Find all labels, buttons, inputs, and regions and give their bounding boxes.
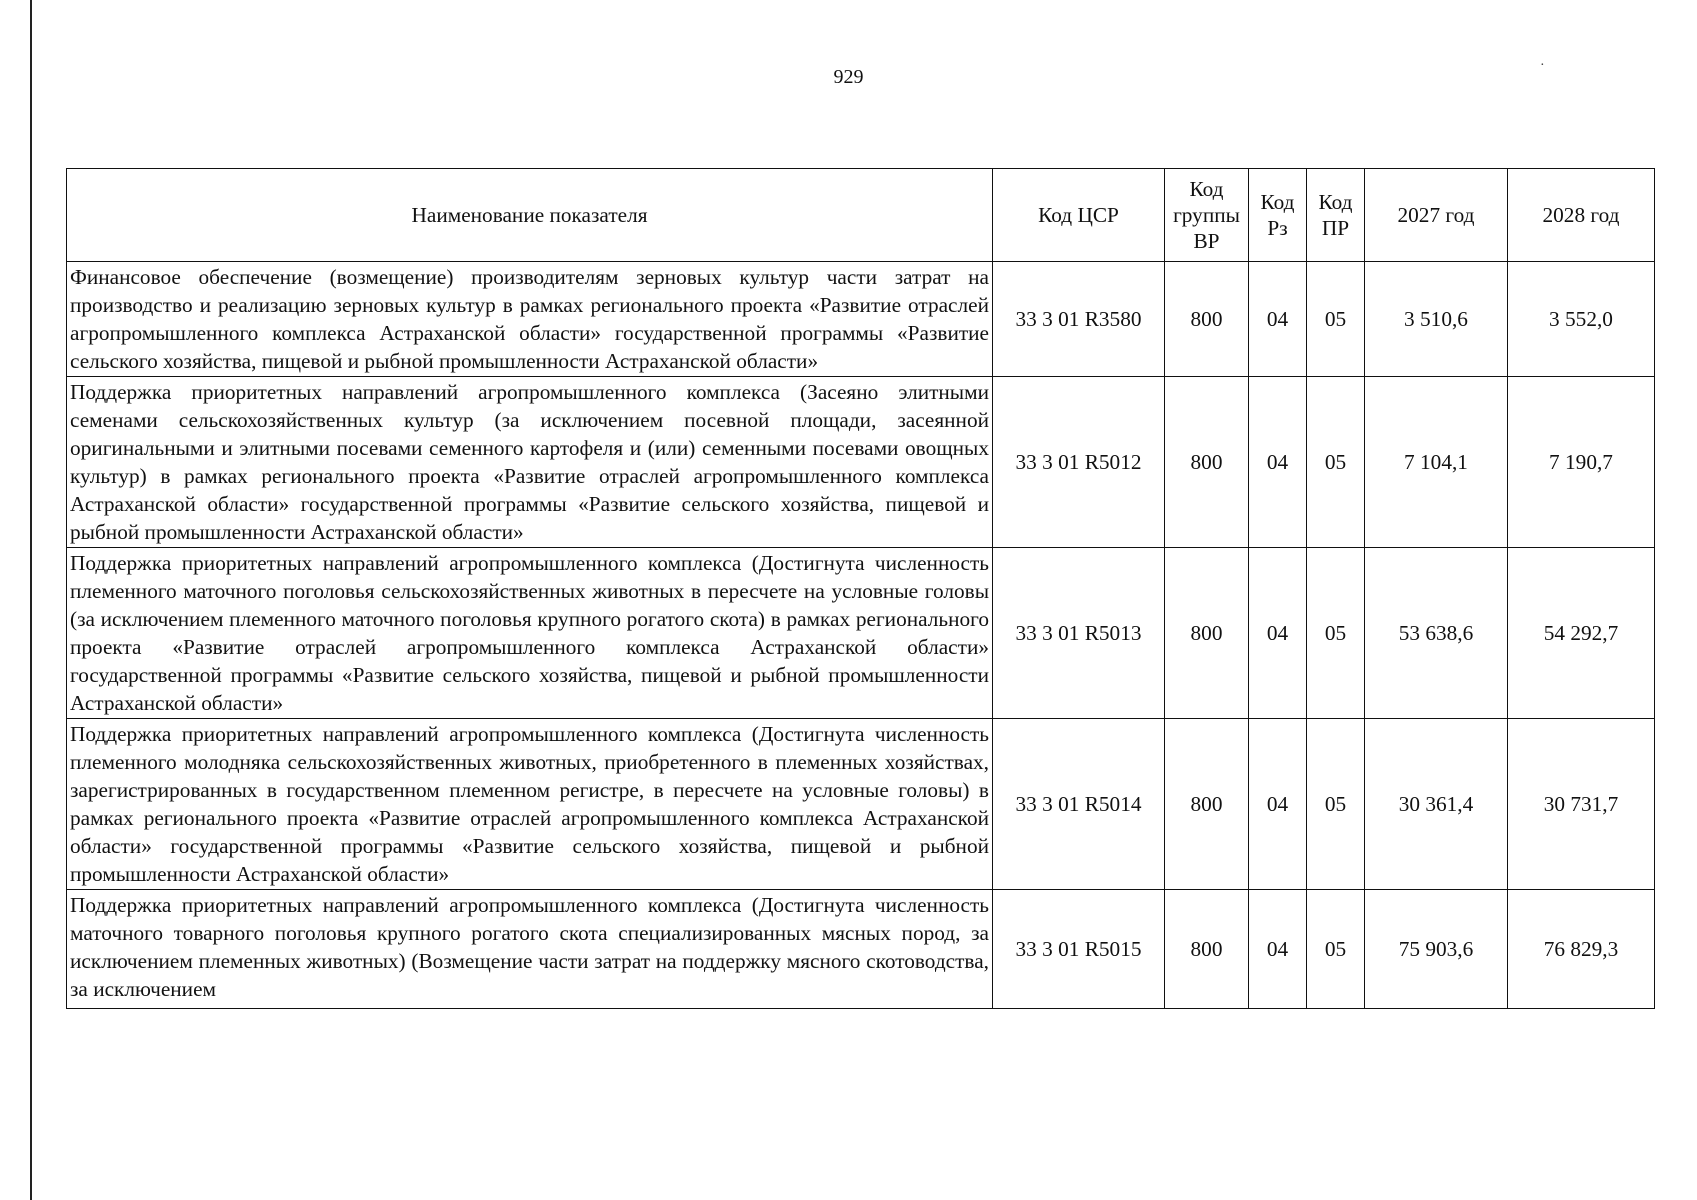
cell-name: Поддержка приоритетных направлений агропромышленного комплекса (Засеяно элитными семенами сельскохозяйственных культур (за исключением посевной площади, засеянной оригинальными и элитными посевами семенного картофеля и (или) семенными посевами овощных культур) в рамках регионального проекта «Развитие отраслей агропромышленного комплекса Астраханской области» государственной программы «Развитие сельского хозяйства, пищевой и рыбной промышленности Астраханской области» (67, 377, 993, 548)
table-row (67, 719, 1655, 890)
cell-csr: 33 3 01 R5015 (993, 890, 1165, 1009)
cell-rz: 04 (1249, 548, 1307, 719)
cell-vr: 800 (1165, 377, 1249, 548)
cell-csr: 33 3 01 R5014 (993, 719, 1165, 890)
cell-rz: 04 (1249, 262, 1307, 377)
cell-name: Поддержка приоритетных направлений агропромышленного комплекса (Достигнута численность маточного товарного поголовья крупного рогатого скота специализированных мясных пород, за исключением племенных животных) (Возмещение части затрат на поддержку мясного скотоводства, за исключением (67, 890, 993, 1009)
cell-pr: 05 (1307, 262, 1365, 377)
cell-rz: 04 (1249, 890, 1307, 1009)
table-row (67, 890, 1655, 1009)
table-row (67, 548, 1655, 719)
cell-vr: 800 (1165, 890, 1249, 1009)
header-2028: 2028 год (1508, 169, 1655, 262)
cell-name: Поддержка приоритетных направлений агропромышленного комплекса (Достигнута численность племенного маточного поголовья сельскохозяйственных животных в пересчете на условные головы (за исключением племенного маточного поголовья крупного рогатого скота) в рамках регионального проекта «Развитие отраслей агропромышленного комплекса Астраханской области» государственной программы «Развитие сельского хозяйства, пищевой и рыбной промышленности Астраханской области» (67, 548, 993, 719)
header-vr: Код группы ВР (1165, 169, 1249, 262)
budget-table (66, 168, 1655, 1009)
cell-2027: 3 510,6 (1365, 262, 1508, 377)
cell-csr: 33 3 01 R5013 (993, 548, 1165, 719)
cell-pr: 05 (1307, 719, 1365, 890)
header-rz: Код Рз (1249, 169, 1307, 262)
cell-2028: 54 292,7 (1508, 548, 1655, 719)
cell-vr: 800 (1165, 262, 1249, 377)
cell-2028: 3 552,0 (1508, 262, 1655, 377)
header-row (67, 169, 1655, 262)
cell-2027: 7 104,1 (1365, 377, 1508, 548)
cell-2027: 30 361,4 (1365, 719, 1508, 890)
scan-speck: · (1540, 58, 1545, 73)
cell-rz: 04 (1249, 377, 1307, 548)
cell-2028: 76 829,3 (1508, 890, 1655, 1009)
header-pr: Код ПР (1307, 169, 1365, 262)
cell-2028: 7 190,7 (1508, 377, 1655, 548)
cell-vr: 800 (1165, 719, 1249, 890)
cell-pr: 05 (1307, 548, 1365, 719)
cell-pr: 05 (1307, 377, 1365, 548)
cell-pr: 05 (1307, 890, 1365, 1009)
cell-2027: 53 638,6 (1365, 548, 1508, 719)
page-number: 929 (833, 66, 864, 88)
header-2027: 2027 год (1365, 169, 1508, 262)
cell-name: Поддержка приоритетных направлений агропромышленного комплекса (Достигнута численность племенного молодняка сельскохозяйственных животных, приобретенного в племенных хозяйствах, зарегистрированных в государственном племенном регистре, в пересчете на условные головы) в рамках регионального проекта «Развитие отраслей агропромышленного комплекса Астраханской области» государственной программы «Развитие сельского хозяйства, пищевой и рыбной промышленности Астраханской области» (67, 719, 993, 890)
header-csr: Код ЦСР (993, 169, 1165, 262)
cell-2028: 30 731,7 (1508, 719, 1655, 890)
cell-name: Финансовое обеспечение (возмещение) производителям зерновых культур части затрат на производство и реализацию зерновых культур в рамках регионального проекта «Развитие отраслей агропромышленного комплекса Астраханской области» государственной программы «Развитие сельского хозяйства, пищевой и рыбной промышленности Астраханской области» (67, 262, 993, 377)
table-row (67, 262, 1655, 377)
cell-csr: 33 3 01 R3580 (993, 262, 1165, 377)
cell-vr: 800 (1165, 548, 1249, 719)
left-margin-rule (30, 0, 32, 1200)
cell-csr: 33 3 01 R5012 (993, 377, 1165, 548)
header-name: Наименование показателя (67, 169, 993, 262)
cell-rz: 04 (1249, 719, 1307, 890)
cell-2027: 75 903,6 (1365, 890, 1508, 1009)
table-row (67, 377, 1655, 548)
